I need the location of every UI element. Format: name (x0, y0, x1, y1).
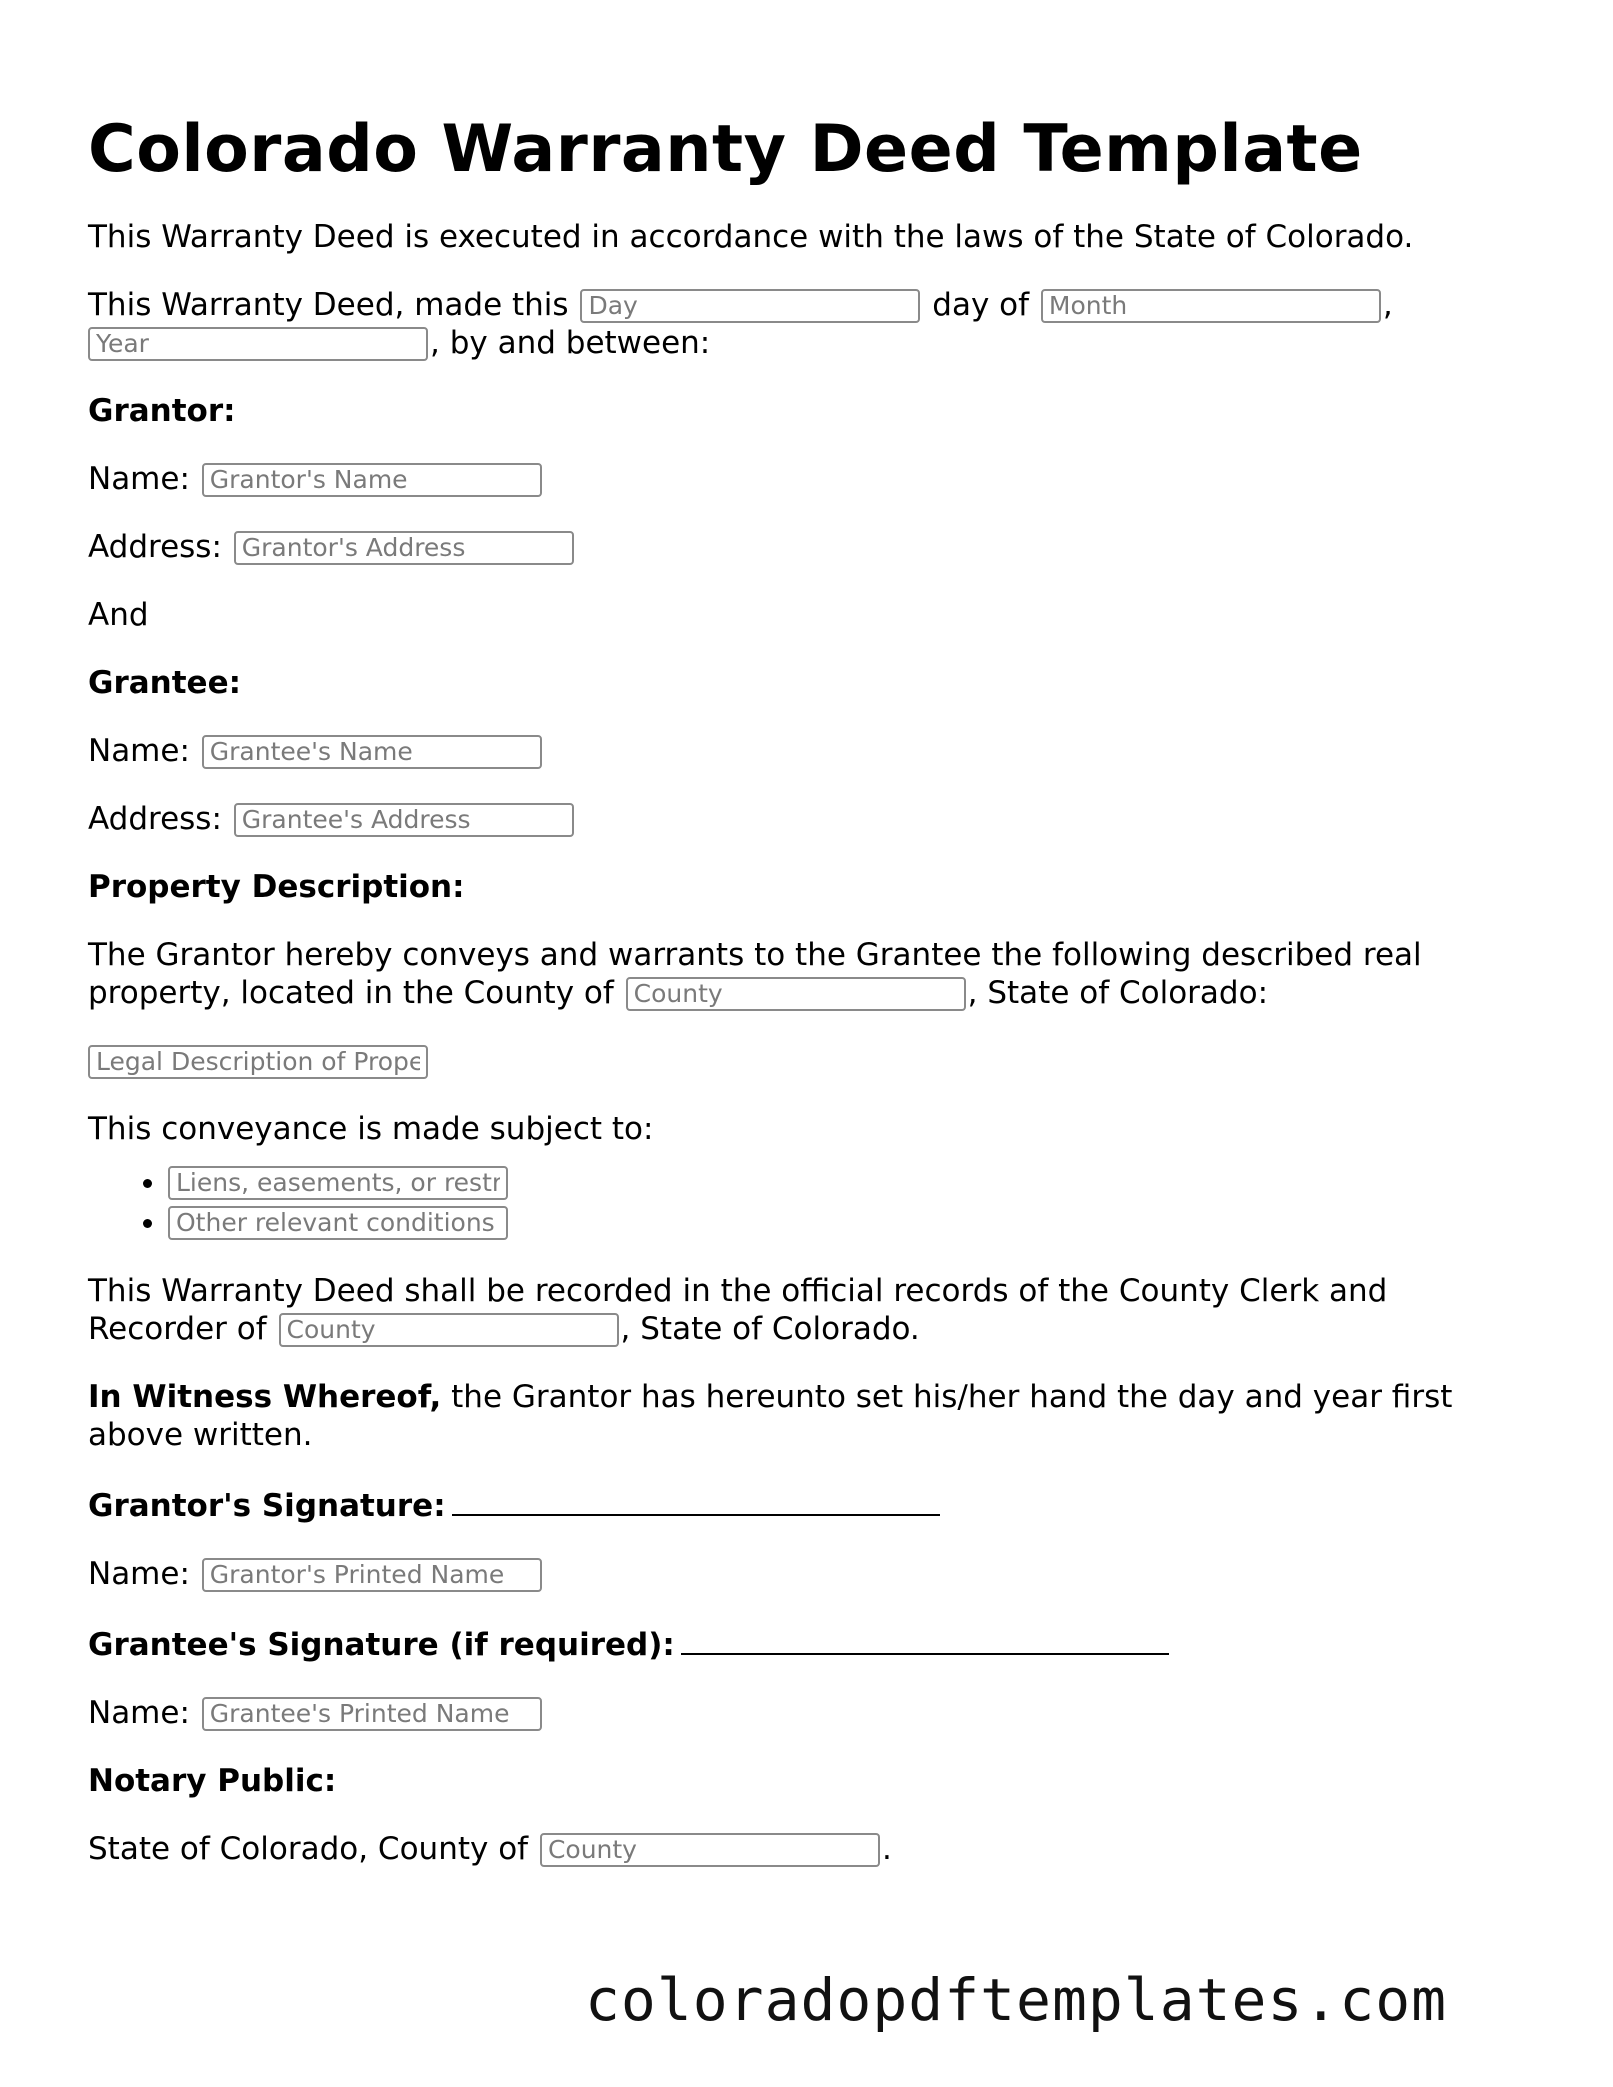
made-prefix: This Warranty Deed, made this (88, 287, 569, 323)
grantee-signature-label: Grantee's Signature (if required): (88, 1627, 675, 1663)
grantor-heading: Grantor: (88, 393, 236, 429)
grantee-address-row (88, 800, 1528, 838)
grantee-printed-name-input[interactable] (202, 1697, 542, 1731)
property-text-prefix: The Grantor hereby conveys and warrants to the Grantee the following described real property, located in the County of (88, 937, 1422, 1011)
property-text (88, 936, 1528, 1012)
made-line (88, 286, 1528, 362)
grantee-name-input[interactable] (202, 735, 542, 769)
grantor-printed-name-row (88, 1555, 1528, 1593)
grantor-name-label: Name: (88, 461, 190, 497)
property-text-suffix: , State of Colorado: (967, 975, 1269, 1011)
property-heading: Property Description: (88, 869, 465, 905)
day-input[interactable] (580, 289, 920, 323)
witness-body: the Grantor has hereunto set his/her hand the day and year first above written. (88, 1379, 1453, 1453)
notary-heading: Notary Public: (88, 1763, 337, 1799)
witness-text (88, 1378, 1528, 1454)
grantee-name-label: Name: (88, 733, 190, 769)
grantee-signature-row (88, 1623, 1528, 1664)
grantee-signature-line[interactable] (681, 1623, 1169, 1655)
intro-text: This Warranty Deed is executed in accordance with the laws of the State of Colorado. (88, 219, 1414, 255)
notary-county-input[interactable] (540, 1833, 880, 1867)
list-item (168, 1202, 1528, 1242)
notary-text (88, 1830, 1528, 1868)
other-conditions-input[interactable] (168, 1206, 508, 1240)
grantor-name-input[interactable] (202, 463, 542, 497)
property-county-input[interactable] (626, 977, 966, 1011)
notary-text-suffix: . (881, 1831, 892, 1867)
grantee-address-label: Address: (88, 801, 222, 837)
legal-description-row (88, 1042, 1528, 1080)
grantee-heading: Grantee: (88, 665, 241, 701)
grantor-printed-name-label: Name: (88, 1556, 190, 1592)
grantor-printed-name-input[interactable] (202, 1558, 542, 1592)
grantor-signature-label: Grantor's Signature: (88, 1488, 446, 1524)
recording-text-suffix: , State of Colorado. (620, 1311, 920, 1347)
site-watermark: coloradopdftemplates.com (585, 1966, 1448, 2034)
grantor-address-input[interactable] (234, 531, 574, 565)
grantee-printed-name-label: Name: (88, 1695, 190, 1731)
legal-description-input[interactable] (88, 1045, 428, 1079)
grantor-address-row (88, 528, 1528, 566)
witness-bold: In Witness Whereof, (88, 1379, 442, 1415)
recording-text-prefix: This Warranty Deed shall be recorded in the official records of the County Clerk and Recorder of (88, 1273, 1388, 1347)
page-title: Colorado Warranty Deed Template (88, 112, 1363, 187)
grantee-name-row (88, 732, 1528, 770)
notary-text-prefix: State of Colorado, County of (88, 1831, 529, 1867)
grantor-address-label: Address: (88, 529, 222, 565)
and-text: And (88, 597, 149, 633)
recording-text (88, 1272, 1528, 1348)
list-item (168, 1162, 1528, 1202)
subject-text: This conveyance is made subject to: (88, 1111, 654, 1147)
comma-text: , (1382, 287, 1393, 323)
year-input[interactable] (88, 327, 428, 361)
day-of-text: day of (932, 287, 1030, 323)
month-input[interactable] (1041, 289, 1381, 323)
recording-county-input[interactable] (279, 1313, 619, 1347)
deed-form (88, 108, 1528, 1898)
made-suffix: , by and between: (430, 325, 711, 361)
grantor-signature-row (88, 1484, 1528, 1525)
conditions-list (88, 1162, 1528, 1242)
liens-input[interactable] (168, 1166, 508, 1200)
grantee-printed-name-row (88, 1694, 1528, 1732)
grantor-name-row (88, 460, 1528, 498)
grantee-address-input[interactable] (234, 803, 574, 837)
grantor-signature-line[interactable] (452, 1484, 940, 1516)
